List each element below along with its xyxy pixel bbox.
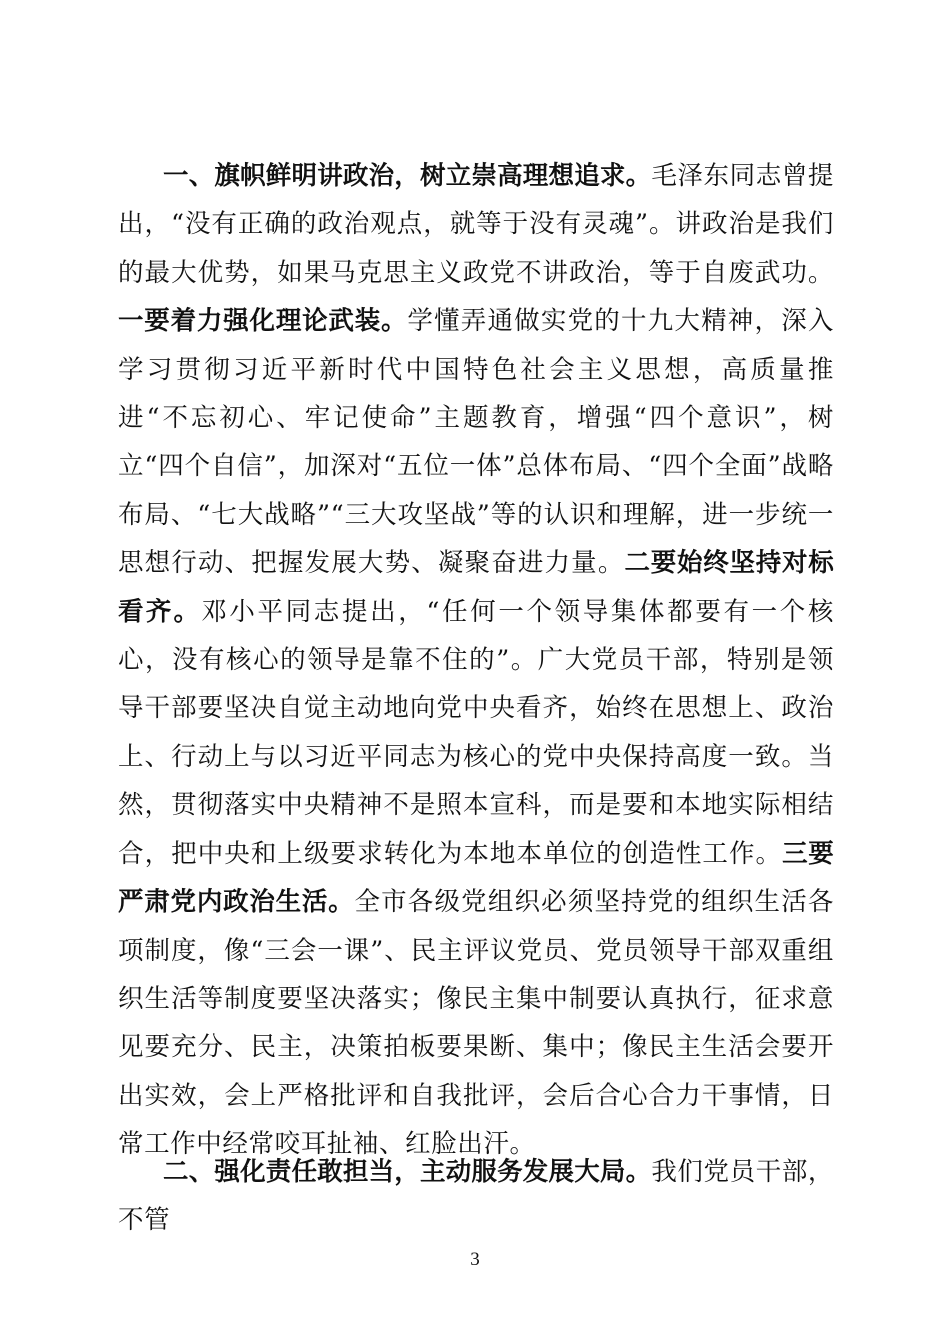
paragraph-text: 邓小平同志提出，“任何一个领导集体都要有一个核心，没有核心的领导是靠不住的”。广大党员干部，特别是领导干部要坚决自觉主动地向党中央看齐，始终在思想上、政治上、行动上与以习近平同志为核心的党中央保持高度一致。当然，贯彻落实中央精神不是照本宣科，而是要和本地实际相结合，把中央和上级要求转化为本地本单位的创造性工作。 (118, 596, 834, 869)
paragraph-text: 学懂弄通做实党的十九大精神，深入学习贯彻习近平新时代中国特色社会主义思想，高质量推进“不忘初心、牢记使命”主题教育，增强“四个意识”，树立“四个自信”，加深对“五位一体”总体布局、“四个全面”战略布局、“七大战略”“三大攻坚战”等的认识和理解，进一步统一思想行动、把握发展大势、凝聚奋进力量。 (118, 306, 834, 579)
body-paragraph-1 (118, 152, 834, 1169)
section-heading-2: 二、强化责任敢担当，主动服务发展大局。 (163, 1157, 652, 1187)
paragraph-text: 毛泽东同志曾提出，“没有正确的政治观点，就等于没有灵魂”。讲政治是我们的最大优势，如果马克思主义政党不讲政治，等于自废武功。 (118, 161, 835, 288)
point-heading-3: 三要严肃党内政治生活。 (118, 838, 834, 918)
point-heading-1: 一要着力强化理论武装。 (118, 306, 408, 337)
body-paragraph-2 (118, 1148, 834, 1245)
section-heading-1: 一、旗帜鲜明讲政治，树立崇高理想追求。 (163, 161, 652, 191)
page-number: 3 (470, 1249, 480, 1270)
paragraph-text: 我们党员干部，不管 (118, 1157, 835, 1236)
paragraph-text: 全市各级党组织必须坚持党的组织生活各项制度，像“三会一课”、民主评议党员、党员领导干部双重组织生活等制度要坚决落实；像民主集中制要认真执行，征求意见要充分、民主，决策拍板要果断、集中；像民主生活会要开出实效，会上严格批评和自我批评，会后合心合力干事情，日常工作中经常咬耳扯袖、红脸出汗。 (118, 887, 834, 1160)
point-heading-2: 二要始终坚持对标看齐。 (118, 548, 835, 627)
